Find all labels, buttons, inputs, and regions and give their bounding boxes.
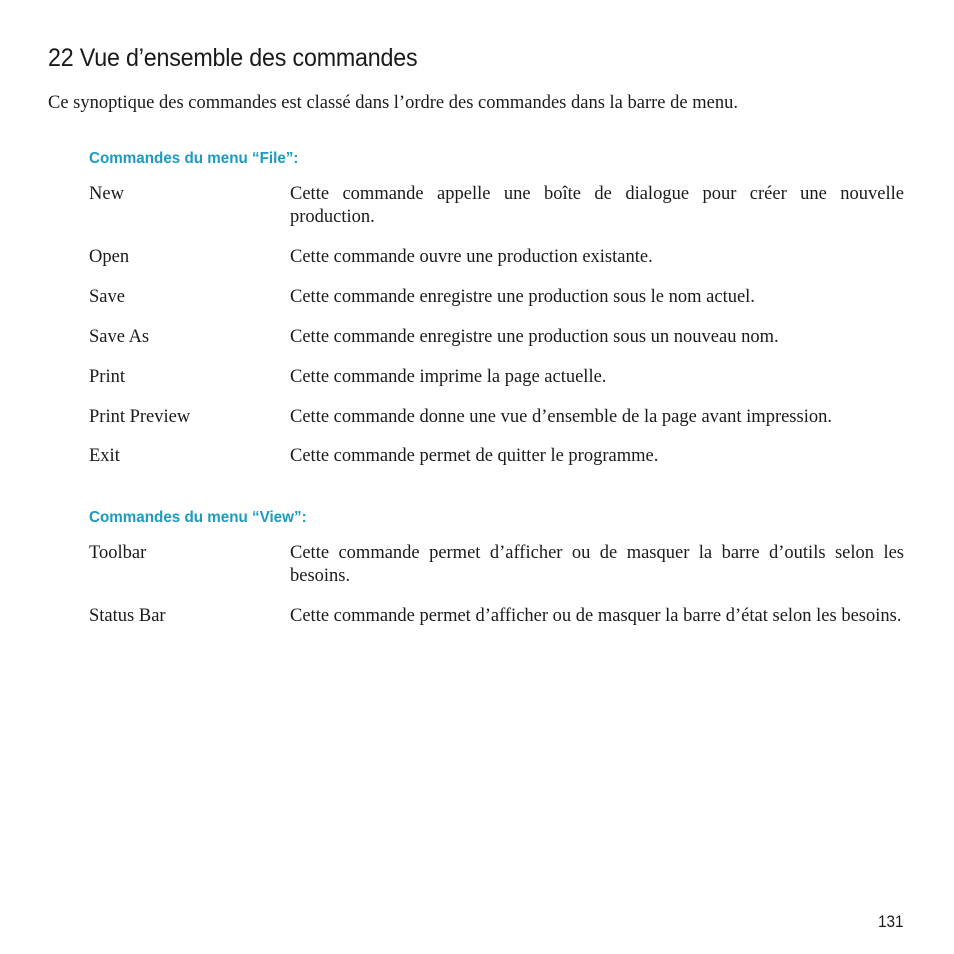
section-heading-view-menu: Commandes du menu “View”: [89,509,307,526]
command-name: Print [89,367,125,387]
command-name: Status Bar [89,606,166,626]
command-description: Cette commande ouvre une production existante. [290,247,653,267]
page-title: 22 Vue d’ensemble des commandes [48,44,418,72]
command-description: Cette commande permet d’afficher ou de masquer la barre d’outils selon les besoins. [290,543,904,586]
command-description: Cette commande imprime la page actuelle. [290,367,607,387]
command-name: Print Preview [89,407,191,427]
command-description: Cette commande enregistre une production sous un nouveau nom. [290,327,779,347]
command-name: Save [89,287,125,307]
command-description: Cette commande donne une vue d’ensemble de la page avant impression. [290,407,832,427]
command-description: Cette commande permet d’afficher ou de masquer la barre d’état selon les besoins. [290,606,902,626]
section-heading-file-menu: Commandes du menu “File”: [89,150,299,167]
intro-paragraph: Ce synoptique des commandes est classé dans l’ordre des commandes dans la barre de menu. [48,93,738,113]
command-name: Open [89,247,130,267]
command-name: Save As [89,327,150,347]
command-description: Cette commande enregistre une production sous le nom actuel. [290,287,755,307]
command-description: Cette commande permet de quitter le programme. [290,446,659,466]
command-name: New [89,184,124,204]
command-name: Exit [89,446,120,466]
page-number: 131 [878,912,904,931]
command-description: Cette commande appelle une boîte de dialogue pour créer une nouvelle production. [290,184,904,227]
command-name: Toolbar [89,543,147,563]
